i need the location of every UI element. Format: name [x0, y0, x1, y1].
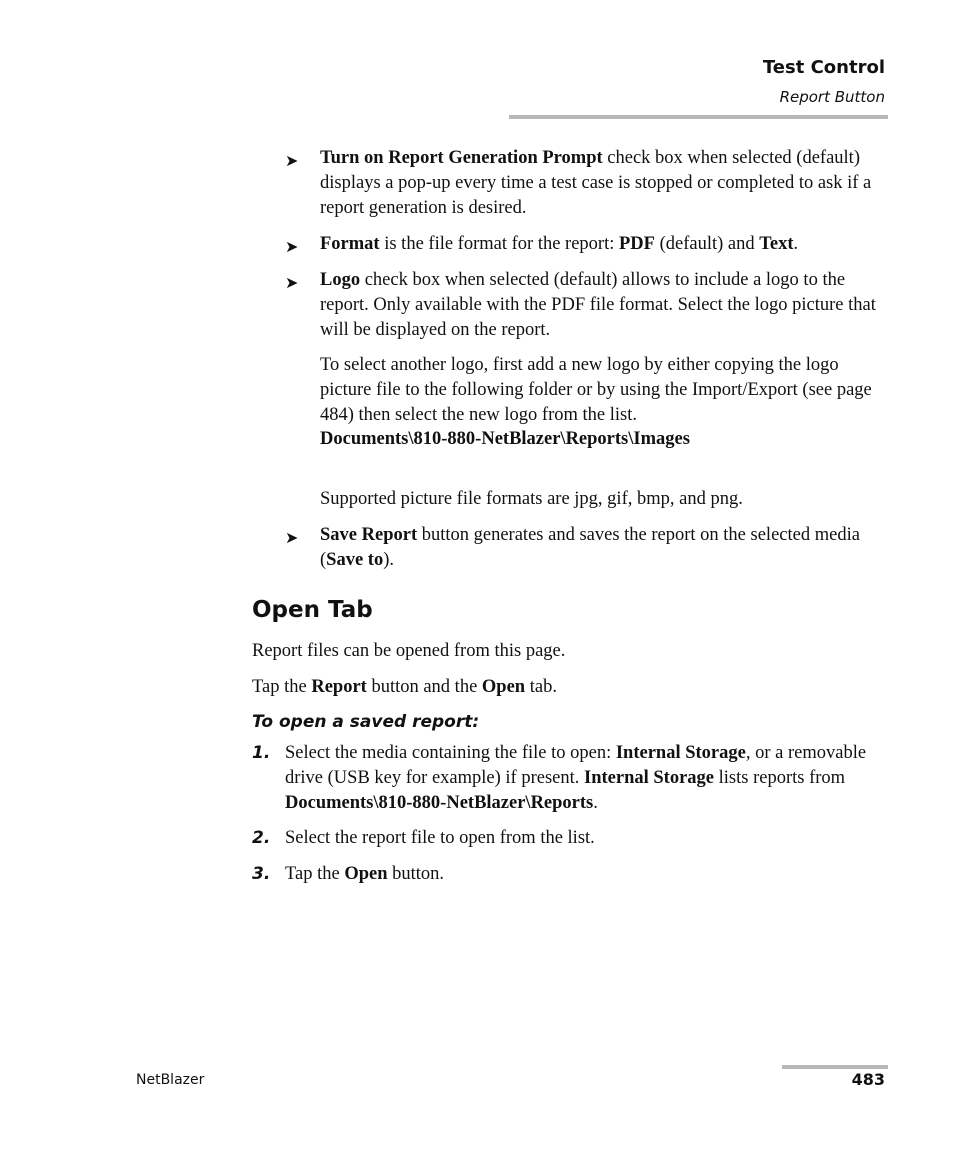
- bullet-item-format: Format is the file format for the report: PDF (default) and Text.: [320, 234, 799, 254]
- logo-formats-paragraph: Supported picture file formats are jpg, gif, bmp, and png.: [320, 489, 743, 509]
- step-text: Tap the Open button.: [285, 864, 445, 884]
- section-heading: Open Tab: [252, 597, 373, 623]
- step-text: Select the media containing the file to open: Internal Storage, or a removable drive (USB key for example) if present. Internal Storage lists reports from Documents\810-880-NetBlazer\Reports.: [285, 743, 867, 813]
- bullet-item-save-report: Save Report button generates and saves the report on the selected media (Save to).: [320, 525, 860, 570]
- footer-rule: [782, 1065, 888, 1069]
- bullet-arrow-icon: ➤: [285, 530, 299, 547]
- tap-instruction: Tap the Report button and the Open tab.: [252, 677, 557, 697]
- bullet-arrow-icon: ➤: [285, 153, 299, 170]
- bullet-arrow-icon: ➤: [285, 239, 299, 256]
- page-number: 483: [851, 1070, 885, 1089]
- footer-product: NetBlazer: [136, 1072, 205, 1088]
- step-text: Select the report file to open from the list.: [285, 828, 595, 848]
- step-number: 3.: [252, 864, 271, 884]
- bullet-item-logo: Logo check box when selected (default) allows to include a logo to the report. Only available with the PDF file format. Select the logo picture that will be displayed on the report.: [320, 270, 876, 340]
- step-number: 2.: [252, 828, 271, 848]
- header-rule: [509, 115, 888, 119]
- bullet-item-report-prompt: Turn on Report Generation Prompt check box when selected (default) displays a pop-up every time a test case is stopped or completed to ask if a report generation is desired.: [320, 148, 872, 218]
- logo-note-paragraph: To select another logo, first add a new logo by either copying the logo picture file to the following folder or by using the Import/Export (see page 484) then select the new logo from the list. Documents\810-880-NetBlazer\Reports\Images: [320, 355, 872, 450]
- section-intro: Report files can be opened from this page.: [252, 641, 566, 661]
- step-number: 1.: [252, 743, 271, 763]
- header-subtitle: Report Button: [779, 88, 885, 106]
- bullet-arrow-icon: ➤: [285, 275, 299, 292]
- procedure-title: To open a saved report:: [252, 712, 480, 732]
- header-title: Test Control: [762, 57, 885, 78]
